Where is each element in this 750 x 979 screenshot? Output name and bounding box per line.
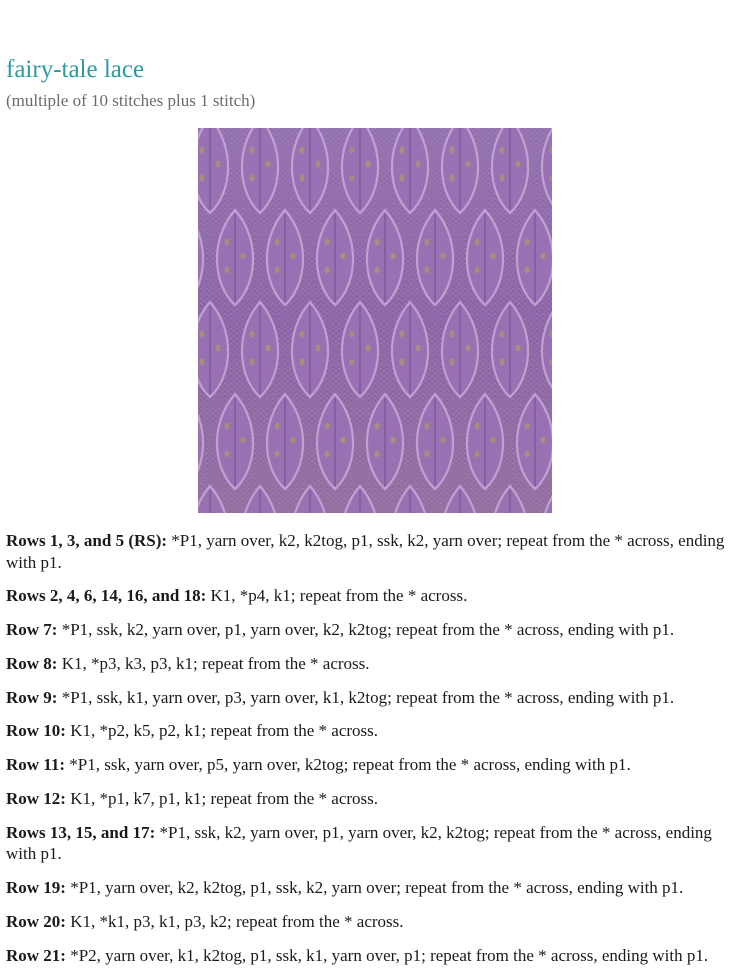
swatch-eyelet: [199, 147, 204, 154]
pattern-title: fairy-tale lace: [6, 56, 145, 83]
swatch-eyelet: [324, 239, 329, 246]
swatch-eyelet: [365, 161, 370, 168]
swatch-eyelet: [474, 267, 479, 274]
swatch-eyelet: [349, 147, 354, 154]
swatch-eyelet: [199, 175, 204, 182]
swatch-eyelet: [524, 239, 529, 246]
instruction-row: [6, 653, 746, 675]
instruction-label: Rows 2, 4, 6, 14, 16, and 18:: [6, 586, 207, 606]
instruction-text: *P1, yarn over, k2, k2tog, p1, ssk, k2, yarn over; repeat from the * across, ending with p1.: [6, 531, 725, 572]
swatch-eyelet: [515, 161, 520, 168]
swatch-eyelet: [490, 437, 495, 444]
swatch-eyelet: [540, 253, 545, 260]
swatch-eyelet: [474, 239, 479, 246]
instruction-row: [6, 687, 746, 709]
swatch-eyelet: [249, 147, 254, 154]
swatch-eyelet: [365, 345, 370, 352]
swatch-eyelet: [374, 239, 379, 246]
swatch-eyelet: [424, 239, 429, 246]
swatch-eyelet: [524, 451, 529, 458]
swatch-eyelet: [440, 437, 445, 444]
swatch-eyelet: [265, 345, 270, 352]
instruction-row: [6, 822, 746, 865]
swatch-eyelet: [374, 423, 379, 430]
swatch-eyelet: [265, 161, 270, 168]
swatch-eyelet: [299, 147, 304, 154]
swatch-eyelet: [440, 253, 445, 260]
swatch-eyelet: [499, 331, 504, 338]
swatch-eyelet: [274, 239, 279, 246]
swatch-eyelet: [324, 451, 329, 458]
swatch-eyelet: [424, 451, 429, 458]
swatch-eyelet: [515, 345, 520, 352]
swatch-eyelet: [399, 331, 404, 338]
instruction-text: K1, *p1, k7, p1, k1; repeat from the * across.: [65, 789, 379, 809]
instruction-row: [6, 945, 746, 967]
swatch-eyelet: [274, 451, 279, 458]
swatch-eyelet: [324, 267, 329, 274]
swatch-eyelet: [499, 359, 504, 366]
swatch-eyelet: [249, 175, 254, 182]
swatch-eyelet: [199, 359, 204, 366]
swatch-eyelet: [299, 331, 304, 338]
swatch-eyelet: [374, 267, 379, 274]
swatch-eyelet: [349, 359, 354, 366]
instruction-row: [6, 585, 746, 607]
instruction-row: [6, 911, 746, 933]
instruction-text: *P1, ssk, k2, yarn over, p1, yarn over, k2, k2tog; repeat from the * across, ending with p1.: [6, 822, 712, 864]
instruction-label: Row 20:: [6, 911, 66, 931]
instruction-text: *P1, ssk, k2, yarn over, p1, yarn over, k2, k2tog; repeat from the * across, ending with p1.: [57, 620, 675, 640]
swatch-eyelet: [240, 253, 245, 260]
swatch-eyelet: [315, 161, 320, 168]
swatch-eyelet: [499, 175, 504, 182]
swatch-eyelet: [474, 451, 479, 458]
swatch-eyelet: [465, 161, 470, 168]
swatch-eyelet: [490, 253, 495, 260]
swatch-eyelet: [449, 331, 454, 338]
swatch-eyelet: [465, 345, 470, 352]
instruction-text: *P2, yarn over, k1, k2tog, p1, ssk, k1, yarn over, p1; repeat from the * across, ending with p1.: [65, 945, 709, 965]
instruction-text: K1, *p4, k1; repeat from the * across.: [206, 586, 468, 606]
instruction-row: [6, 530, 746, 573]
swatch-eyelet: [390, 437, 395, 444]
swatch-eyelet: [349, 175, 354, 182]
instruction-row: [6, 877, 746, 899]
instruction-text: *P1, ssk, k1, yarn over, p3, yarn over, k1, k2tog; repeat from the * across, ending with p1.: [57, 687, 675, 707]
swatch-eyelet: [324, 423, 329, 430]
swatch-eyelet: [390, 253, 395, 260]
swatch-eyelet: [399, 359, 404, 366]
instruction-row: [6, 754, 746, 776]
instruction-label: Row 9:: [6, 687, 58, 707]
instruction-label: Row 8:: [6, 653, 58, 673]
instruction-label: Row 19:: [6, 878, 66, 898]
swatch-eyelet: [540, 437, 545, 444]
swatch-eyelet: [224, 267, 229, 274]
swatch-eyelet: [415, 161, 420, 168]
swatch-eyelet: [215, 161, 220, 168]
swatch-eyelet: [424, 267, 429, 274]
swatch-eyelet: [340, 437, 345, 444]
swatch-eyelet: [290, 253, 295, 260]
swatch-eyelet: [499, 147, 504, 154]
pattern-instructions: [6, 530, 746, 979]
instruction-label: Row 7:: [6, 620, 58, 640]
swatch-eyelet: [215, 345, 220, 352]
swatch-eyelet: [399, 147, 404, 154]
swatch-eyelet: [449, 359, 454, 366]
swatch-eyelet: [474, 423, 479, 430]
swatch-eyelet: [374, 451, 379, 458]
swatch-eyelet: [249, 359, 254, 366]
swatch-eyelet: [449, 175, 454, 182]
swatch-eyelet: [524, 423, 529, 430]
swatch-eyelet: [449, 147, 454, 154]
instruction-row: [6, 788, 746, 810]
knitted-swatch-image: [198, 128, 552, 513]
pattern-subtitle: (multiple of 10 stitches plus 1 stitch): [6, 91, 256, 110]
swatch-eyelet: [299, 175, 304, 182]
instruction-label: Row 11:: [6, 755, 66, 775]
instruction-row: [6, 720, 746, 742]
instruction-label: Row 21:: [6, 945, 66, 965]
swatch-eyelet: [399, 175, 404, 182]
swatch-eyelet: [340, 253, 345, 260]
instruction-text: K1, *p2, k5, p2, k1; repeat from the * across.: [65, 721, 379, 741]
swatch-eyelet: [224, 239, 229, 246]
instruction-label: Row 12:: [6, 789, 66, 809]
swatch-eyelet: [224, 423, 229, 430]
instruction-text: *P1, ssk, yarn over, p5, yarn over, k2tog; repeat from the * across, ending with p1.: [65, 755, 631, 775]
instruction-text: K1, *k1, p3, k1, p3, k2; repeat from the * across.: [65, 911, 404, 931]
instruction-label: Rows 13, 15, and 17:: [6, 822, 156, 842]
swatch-eyelet: [249, 331, 254, 338]
instruction-text: K1, *p3, k3, p3, k1; repeat from the * across.: [57, 653, 370, 673]
swatch-eyelet: [349, 331, 354, 338]
swatch-eyelet: [199, 331, 204, 338]
swatch-eyelet: [424, 423, 429, 430]
swatch-eyelet: [290, 437, 295, 444]
swatch-eyelet: [524, 267, 529, 274]
instruction-label: Rows 1, 3, and 5 (RS):: [6, 531, 168, 550]
instruction-text: *P1, yarn over, k2, k2tog, p1, ssk, k2, yarn over; repeat from the * across, ending with p1.: [65, 878, 684, 898]
swatch-eyelet: [299, 359, 304, 366]
swatch-eyelet: [224, 451, 229, 458]
swatch-eyelet: [274, 423, 279, 430]
swatch-eyelet: [315, 345, 320, 352]
swatch-eyelet: [415, 345, 420, 352]
swatch-eyelet: [274, 267, 279, 274]
instruction-row: [6, 619, 746, 641]
instruction-label: Row 10:: [6, 721, 66, 741]
swatch-eyelet: [240, 437, 245, 444]
